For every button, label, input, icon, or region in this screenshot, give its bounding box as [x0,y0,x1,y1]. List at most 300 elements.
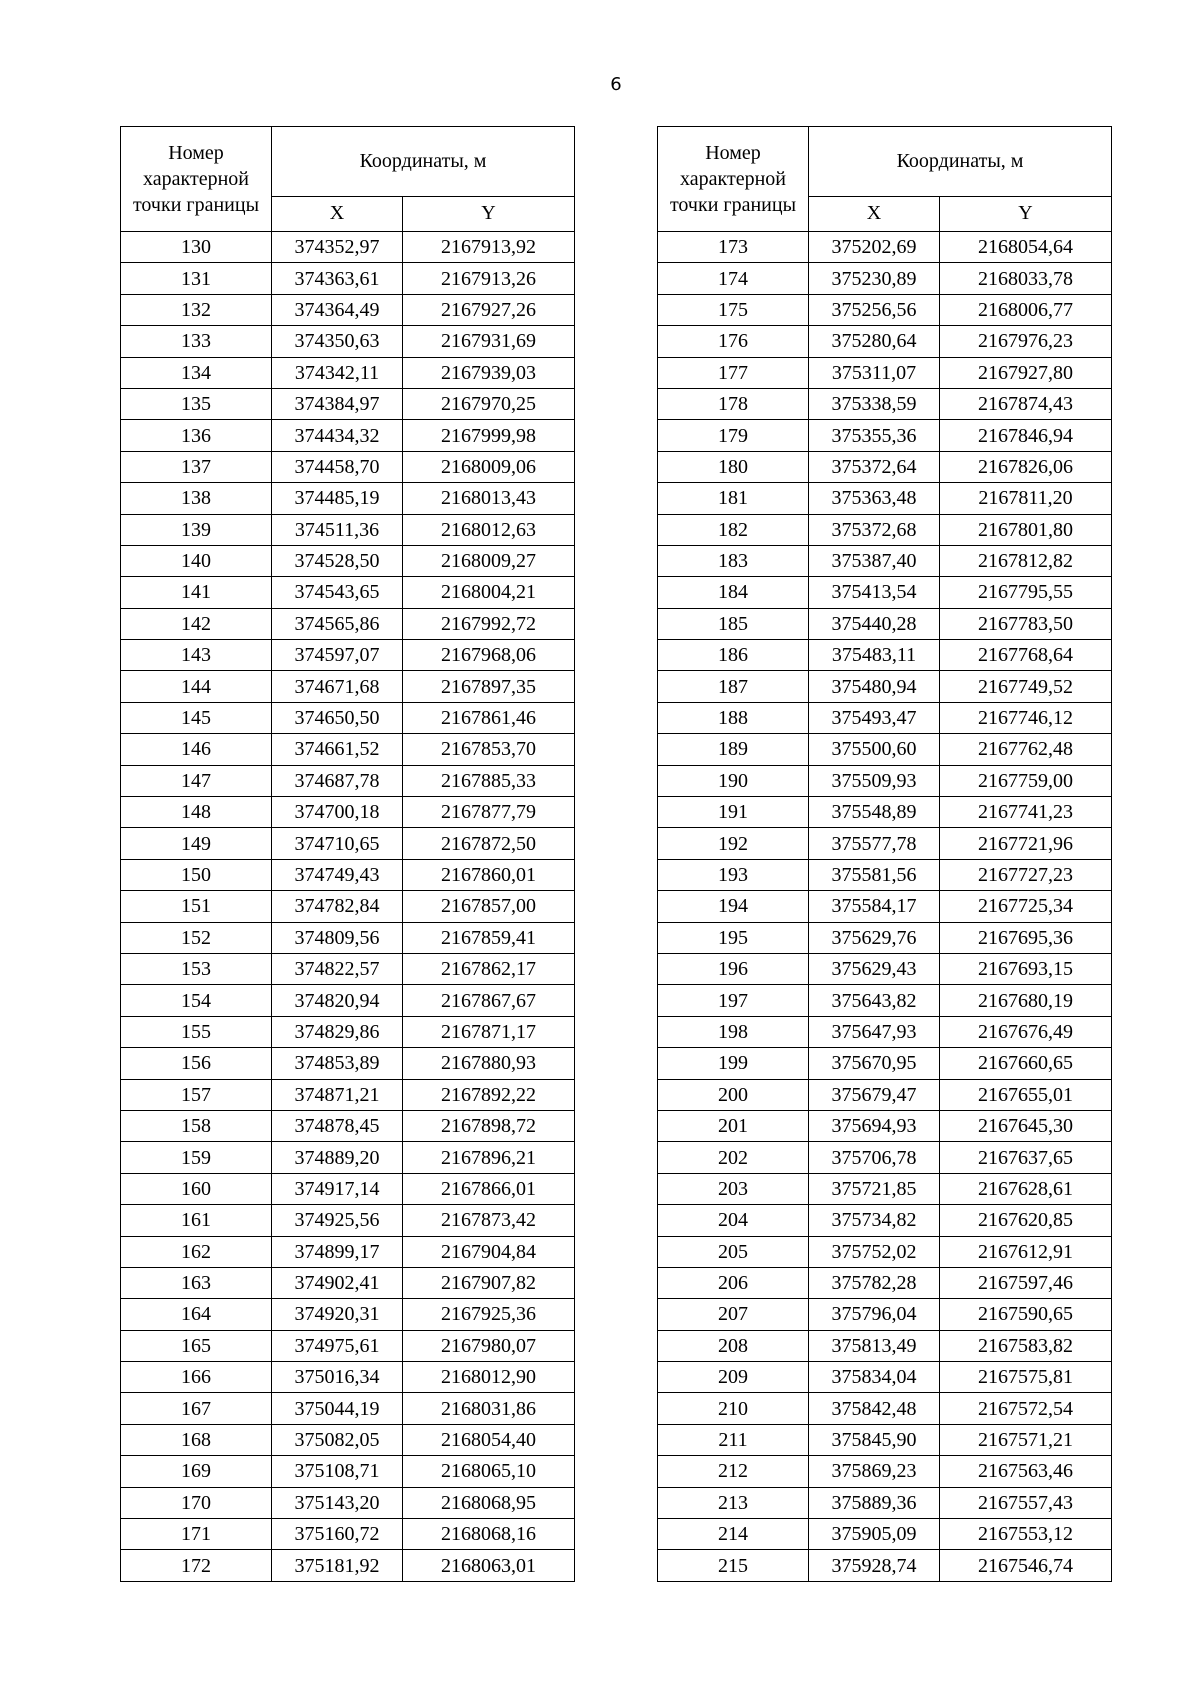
y-coordinate-cell: 2167575,81 [940,1362,1112,1393]
table-row [658,640,1112,671]
table-body-left [121,232,575,1582]
y-coordinate-cell: 2167553,12 [940,1519,1112,1550]
table-row [121,797,575,828]
point-number-cell: 148 [121,797,272,828]
table-row [121,1424,575,1455]
y-coordinate-cell: 2168054,64 [940,232,1112,263]
point-number-cell: 174 [658,263,809,294]
x-coordinate-cell: 374543,65 [272,577,403,608]
table-row [658,1048,1112,1079]
y-coordinate-cell: 2167725,34 [940,891,1112,922]
x-coordinate-cell: 375108,71 [272,1456,403,1487]
y-coordinate-cell: 2168006,77 [940,294,1112,325]
point-number-cell: 140 [121,545,272,576]
y-coordinate-cell: 2167999,98 [403,420,575,451]
table-row [121,483,575,514]
x-coordinate-cell: 374853,89 [272,1048,403,1079]
point-number-cell: 138 [121,483,272,514]
table-row [121,1299,575,1330]
table-row [121,1267,575,1298]
x-coordinate-cell: 375509,93 [809,765,940,796]
point-number-cell: 193 [658,859,809,890]
x-coordinate-cell: 375181,92 [272,1550,403,1581]
x-coordinate-cell: 375483,11 [809,640,940,671]
point-number-cell: 163 [121,1267,272,1298]
x-coordinate-cell: 375160,72 [272,1519,403,1550]
x-coordinate-cell: 375311,07 [809,357,940,388]
y-coordinate-cell: 2167826,06 [940,451,1112,482]
point-number-cell: 211 [658,1424,809,1455]
point-number-cell: 150 [121,859,272,890]
x-coordinate-cell: 375928,74 [809,1550,940,1581]
table-row [658,953,1112,984]
y-coordinate-cell: 2167980,07 [403,1330,575,1361]
x-coordinate-cell: 374871,21 [272,1079,403,1110]
y-coordinate-cell: 2167897,35 [403,671,575,702]
x-coordinate-cell: 375752,02 [809,1236,940,1267]
table-row [658,294,1112,325]
point-number-cell: 199 [658,1048,809,1079]
point-number-cell: 137 [121,451,272,482]
point-number-cell: 184 [658,577,809,608]
y-coordinate-cell: 2168009,27 [403,545,575,576]
point-number-cell: 188 [658,702,809,733]
table-row [121,608,575,639]
y-coordinate-cell: 2167927,80 [940,357,1112,388]
table-row [121,1016,575,1047]
x-coordinate-cell: 374889,20 [272,1142,403,1173]
table-row [121,1393,575,1424]
x-coordinate-cell: 375734,82 [809,1205,940,1236]
point-number-cell: 144 [121,671,272,702]
table-row [658,1079,1112,1110]
table-row [121,232,575,263]
table-row [658,514,1112,545]
table-row [121,765,575,796]
point-number-cell: 180 [658,451,809,482]
point-number-cell: 141 [121,577,272,608]
point-number-cell: 159 [121,1142,272,1173]
table-row [658,1393,1112,1424]
table-row [121,922,575,953]
table-row [121,545,575,576]
table-row [658,326,1112,357]
table-row [121,1110,575,1141]
y-coordinate-cell: 2168065,10 [403,1456,575,1487]
point-number-cell: 214 [658,1519,809,1550]
table-row [121,1456,575,1487]
table-row [658,545,1112,576]
point-number-cell: 160 [121,1173,272,1204]
header-coordinates: Координаты, м [272,127,575,197]
y-coordinate-cell: 2168009,06 [403,451,575,482]
point-number-cell: 208 [658,1330,809,1361]
point-number-cell: 139 [121,514,272,545]
y-coordinate-cell: 2167721,96 [940,828,1112,859]
table-row [121,891,575,922]
header-y: Y [940,196,1112,231]
y-coordinate-cell: 2167546,74 [940,1550,1112,1581]
x-coordinate-cell: 374350,63 [272,326,403,357]
y-coordinate-cell: 2167866,01 [403,1173,575,1204]
table-row [121,1142,575,1173]
y-coordinate-cell: 2167925,36 [403,1299,575,1330]
y-coordinate-cell: 2167892,22 [403,1079,575,1110]
point-number-cell: 152 [121,922,272,953]
x-coordinate-cell: 375581,56 [809,859,940,890]
table-row [121,1362,575,1393]
x-coordinate-cell: 374920,31 [272,1299,403,1330]
point-number-cell: 132 [121,294,272,325]
y-coordinate-cell: 2167590,65 [940,1299,1112,1330]
x-coordinate-cell: 375280,64 [809,326,940,357]
x-coordinate-cell: 374511,36 [272,514,403,545]
point-number-cell: 178 [658,388,809,419]
x-coordinate-cell: 374710,65 [272,828,403,859]
y-coordinate-cell: 2168013,43 [403,483,575,514]
coordinates-table-right [657,126,1112,1582]
y-coordinate-cell: 2167939,03 [403,357,575,388]
y-coordinate-cell: 2167572,54 [940,1393,1112,1424]
x-coordinate-cell: 375372,68 [809,514,940,545]
y-coordinate-cell: 2167759,00 [940,765,1112,796]
point-number-cell: 175 [658,294,809,325]
point-number-cell: 173 [658,232,809,263]
y-coordinate-cell: 2168063,01 [403,1550,575,1581]
table-row [121,828,575,859]
x-coordinate-cell: 375629,43 [809,953,940,984]
point-number-cell: 154 [121,985,272,1016]
x-coordinate-cell: 374782,84 [272,891,403,922]
y-coordinate-cell: 2167620,85 [940,1205,1112,1236]
point-number-cell: 198 [658,1016,809,1047]
x-coordinate-cell: 375016,34 [272,1362,403,1393]
y-coordinate-cell: 2167812,82 [940,545,1112,576]
table-row [658,1205,1112,1236]
point-number-cell: 171 [121,1519,272,1550]
x-coordinate-cell: 375500,60 [809,734,940,765]
table-row [658,859,1112,890]
x-coordinate-cell: 375694,93 [809,1110,940,1141]
x-coordinate-cell: 375355,36 [809,420,940,451]
y-coordinate-cell: 2168012,90 [403,1362,575,1393]
y-coordinate-cell: 2167628,61 [940,1173,1112,1204]
y-coordinate-cell: 2167904,84 [403,1236,575,1267]
x-coordinate-cell: 375834,04 [809,1362,940,1393]
table-row [121,1048,575,1079]
table-row [121,1173,575,1204]
y-coordinate-cell: 2167880,93 [403,1048,575,1079]
y-coordinate-cell: 2167976,23 [940,326,1112,357]
y-coordinate-cell: 2167695,36 [940,922,1112,953]
point-number-cell: 197 [658,985,809,1016]
y-coordinate-cell: 2167811,20 [940,483,1112,514]
x-coordinate-cell: 375813,49 [809,1330,940,1361]
point-number-cell: 207 [658,1299,809,1330]
point-number-cell: 185 [658,608,809,639]
x-coordinate-cell: 375044,19 [272,1393,403,1424]
table-row [121,1550,575,1581]
point-number-cell: 146 [121,734,272,765]
y-coordinate-cell: 2168033,78 [940,263,1112,294]
table-row [658,1362,1112,1393]
point-number-cell: 200 [658,1079,809,1110]
point-number-cell: 192 [658,828,809,859]
table-row [121,388,575,419]
x-coordinate-cell: 375493,47 [809,702,940,733]
table-row [658,1142,1112,1173]
x-coordinate-cell: 375548,89 [809,797,940,828]
table-row [658,1299,1112,1330]
x-coordinate-cell: 375143,20 [272,1487,403,1518]
header-y: Y [403,196,575,231]
point-number-cell: 169 [121,1456,272,1487]
x-coordinate-cell: 374485,19 [272,483,403,514]
y-coordinate-cell: 2167612,91 [940,1236,1112,1267]
point-number-cell: 153 [121,953,272,984]
table-row [658,1236,1112,1267]
y-coordinate-cell: 2167597,46 [940,1267,1112,1298]
table-row [658,1519,1112,1550]
y-coordinate-cell: 2167896,21 [403,1142,575,1173]
y-coordinate-cell: 2167557,43 [940,1487,1112,1518]
point-number-cell: 183 [658,545,809,576]
point-number-cell: 165 [121,1330,272,1361]
x-coordinate-cell: 374528,50 [272,545,403,576]
table-row [658,263,1112,294]
point-number-cell: 151 [121,891,272,922]
x-coordinate-cell: 375796,04 [809,1299,940,1330]
x-coordinate-cell: 374925,56 [272,1205,403,1236]
x-coordinate-cell: 375643,82 [809,985,940,1016]
point-number-cell: 189 [658,734,809,765]
point-number-cell: 164 [121,1299,272,1330]
y-coordinate-cell: 2168068,16 [403,1519,575,1550]
point-number-cell: 147 [121,765,272,796]
y-coordinate-cell: 2167680,19 [940,985,1112,1016]
y-coordinate-cell: 2167801,80 [940,514,1112,545]
y-coordinate-cell: 2167655,01 [940,1079,1112,1110]
point-number-cell: 187 [658,671,809,702]
x-coordinate-cell: 374565,86 [272,608,403,639]
table-body-right [658,232,1112,1582]
x-coordinate-cell: 374809,56 [272,922,403,953]
x-coordinate-cell: 375440,28 [809,608,940,639]
x-coordinate-cell: 374687,78 [272,765,403,796]
point-number-cell: 203 [658,1173,809,1204]
table-row [658,671,1112,702]
x-coordinate-cell: 375202,69 [809,232,940,263]
y-coordinate-cell: 2167860,01 [403,859,575,890]
y-coordinate-cell: 2167768,64 [940,640,1112,671]
point-number-cell: 210 [658,1393,809,1424]
table-row [121,640,575,671]
point-number-cell: 204 [658,1205,809,1236]
x-coordinate-cell: 374364,49 [272,294,403,325]
table-row [121,1079,575,1110]
table-row [658,985,1112,1016]
y-coordinate-cell: 2167968,06 [403,640,575,671]
point-number-cell: 167 [121,1393,272,1424]
y-coordinate-cell: 2167749,52 [940,671,1112,702]
point-number-cell: 155 [121,1016,272,1047]
table-row [121,1519,575,1550]
x-coordinate-cell: 375629,76 [809,922,940,953]
table-row [121,1236,575,1267]
table-row [658,1550,1112,1581]
y-coordinate-cell: 2167563,46 [940,1456,1112,1487]
point-number-cell: 166 [121,1362,272,1393]
x-coordinate-cell: 375338,59 [809,388,940,419]
table-row [121,577,575,608]
point-number-cell: 170 [121,1487,272,1518]
y-coordinate-cell: 2167741,23 [940,797,1112,828]
x-coordinate-cell: 375721,85 [809,1173,940,1204]
header-x: X [272,196,403,231]
table-row [658,420,1112,451]
x-coordinate-cell: 375256,56 [809,294,940,325]
x-coordinate-cell: 374363,61 [272,263,403,294]
x-coordinate-cell: 375363,48 [809,483,940,514]
point-number-cell: 142 [121,608,272,639]
y-coordinate-cell: 2167913,26 [403,263,575,294]
x-coordinate-cell: 374878,45 [272,1110,403,1141]
table-row [121,294,575,325]
point-number-cell: 130 [121,232,272,263]
point-number-cell: 213 [658,1487,809,1518]
header-point-number: Номер характерной точки границы [658,127,809,232]
y-coordinate-cell: 2167637,65 [940,1142,1112,1173]
table-row [121,671,575,702]
x-coordinate-cell: 374975,61 [272,1330,403,1361]
point-number-cell: 158 [121,1110,272,1141]
x-coordinate-cell: 374434,32 [272,420,403,451]
point-number-cell: 149 [121,828,272,859]
y-coordinate-cell: 2167970,25 [403,388,575,419]
point-number-cell: 186 [658,640,809,671]
table-row [658,1173,1112,1204]
table-row [658,388,1112,419]
point-number-cell: 209 [658,1362,809,1393]
table-row [658,1424,1112,1455]
table-row [658,577,1112,608]
x-coordinate-cell: 374820,94 [272,985,403,1016]
point-number-cell: 157 [121,1079,272,1110]
x-coordinate-cell: 374902,41 [272,1267,403,1298]
point-number-cell: 194 [658,891,809,922]
y-coordinate-cell: 2167693,15 [940,953,1112,984]
table-row [658,765,1112,796]
y-coordinate-cell: 2167857,00 [403,891,575,922]
x-coordinate-cell: 374342,11 [272,357,403,388]
point-number-cell: 196 [658,953,809,984]
y-coordinate-cell: 2167867,67 [403,985,575,1016]
point-number-cell: 191 [658,797,809,828]
y-coordinate-cell: 2167877,79 [403,797,575,828]
x-coordinate-cell: 375577,78 [809,828,940,859]
header-coordinates: Координаты, м [809,127,1112,197]
y-coordinate-cell: 2167795,55 [940,577,1112,608]
table-row [658,922,1112,953]
point-number-cell: 135 [121,388,272,419]
x-coordinate-cell: 374822,57 [272,953,403,984]
y-coordinate-cell: 2167676,49 [940,1016,1112,1047]
x-coordinate-cell: 374597,07 [272,640,403,671]
y-coordinate-cell: 2167571,21 [940,1424,1112,1455]
y-coordinate-cell: 2167992,72 [403,608,575,639]
table-row [121,263,575,294]
point-number-cell: 156 [121,1048,272,1079]
y-coordinate-cell: 2167861,46 [403,702,575,733]
point-number-cell: 202 [658,1142,809,1173]
table-row [121,514,575,545]
table-row [658,1110,1112,1141]
x-coordinate-cell: 374650,50 [272,702,403,733]
table-row [658,702,1112,733]
y-coordinate-cell: 2167885,33 [403,765,575,796]
y-coordinate-cell: 2167645,30 [940,1110,1112,1141]
y-coordinate-cell: 2167583,82 [940,1330,1112,1361]
y-coordinate-cell: 2167660,65 [940,1048,1112,1079]
x-coordinate-cell: 374458,70 [272,451,403,482]
table-row [121,702,575,733]
point-number-cell: 181 [658,483,809,514]
table-row [658,232,1112,263]
table-row [121,326,575,357]
point-number-cell: 182 [658,514,809,545]
x-coordinate-cell: 375387,40 [809,545,940,576]
page-number: 6 [610,74,622,95]
point-number-cell: 131 [121,263,272,294]
point-number-cell: 161 [121,1205,272,1236]
x-coordinate-cell: 374700,18 [272,797,403,828]
x-coordinate-cell: 374661,52 [272,734,403,765]
y-coordinate-cell: 2168054,40 [403,1424,575,1455]
y-coordinate-cell: 2168031,86 [403,1393,575,1424]
x-coordinate-cell: 375372,64 [809,451,940,482]
x-coordinate-cell: 375670,95 [809,1048,940,1079]
table-row [658,1016,1112,1047]
y-coordinate-cell: 2168012,63 [403,514,575,545]
point-number-cell: 172 [121,1550,272,1581]
x-coordinate-cell: 374829,86 [272,1016,403,1047]
table-row [121,1330,575,1361]
table-row [121,420,575,451]
x-coordinate-cell: 374352,97 [272,232,403,263]
table-row [121,985,575,1016]
x-coordinate-cell: 375230,89 [809,263,940,294]
y-coordinate-cell: 2168068,95 [403,1487,575,1518]
table-row [121,859,575,890]
table-row [658,357,1112,388]
table-row [658,483,1112,514]
point-number-cell: 134 [121,357,272,388]
y-coordinate-cell: 2167853,70 [403,734,575,765]
x-coordinate-cell: 375679,47 [809,1079,940,1110]
y-coordinate-cell: 2167927,26 [403,294,575,325]
x-coordinate-cell: 375706,78 [809,1142,940,1173]
x-coordinate-cell: 375413,54 [809,577,940,608]
y-coordinate-cell: 2167931,69 [403,326,575,357]
x-coordinate-cell: 374899,17 [272,1236,403,1267]
point-number-cell: 212 [658,1456,809,1487]
x-coordinate-cell: 375842,48 [809,1393,940,1424]
table-row [658,608,1112,639]
y-coordinate-cell: 2167873,42 [403,1205,575,1236]
y-coordinate-cell: 2167862,17 [403,953,575,984]
point-number-cell: 136 [121,420,272,451]
point-number-cell: 143 [121,640,272,671]
